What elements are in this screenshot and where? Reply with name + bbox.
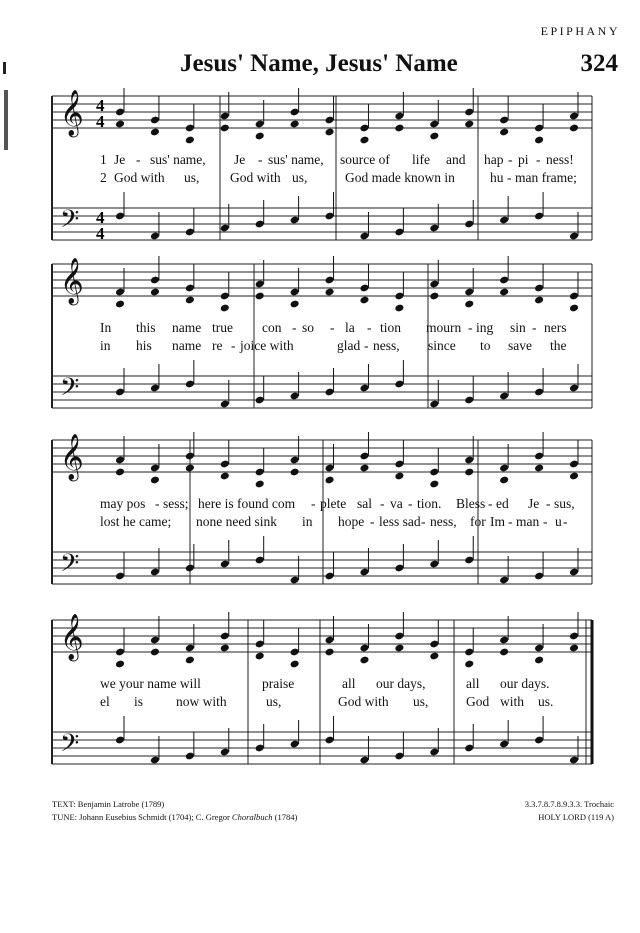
- lyric-syllable: Je: [528, 496, 540, 511]
- lyric-syllable: -: [543, 514, 548, 529]
- note-head: [115, 468, 125, 477]
- note-head: [499, 128, 509, 137]
- lyric-syllable: In: [100, 320, 112, 335]
- lyric-syllable: ners: [544, 320, 567, 335]
- note-head: [255, 132, 265, 141]
- lyric-syllable: his: [136, 338, 152, 353]
- lyric-syllable: -: [311, 496, 316, 511]
- lyric-syllable: for: [470, 514, 486, 529]
- lyric-syllable: us,: [266, 694, 282, 709]
- lyric-syllable: -: [136, 152, 141, 167]
- note-head: [290, 660, 300, 669]
- lyric-syllable: Bless: [456, 496, 486, 511]
- lyric-syllable: so: [302, 320, 315, 335]
- lyric-syllable: -: [532, 320, 537, 335]
- lyric-syllable: God with: [230, 170, 281, 185]
- lyric-syllable: -: [408, 496, 413, 511]
- note-head: [185, 136, 195, 145]
- treble-clef: 𝄞: [60, 434, 84, 480]
- note-head: [359, 464, 369, 473]
- lyric-syllable: all: [466, 676, 480, 691]
- lyric-syllable: pi: [518, 152, 529, 167]
- lyric-syllable: ness,: [430, 514, 457, 529]
- lyric-syllable: in: [100, 338, 111, 353]
- lyric-syllable: joice with: [240, 338, 294, 353]
- lyric-syllable: us.: [538, 694, 554, 709]
- lyric-syllable: -: [536, 152, 541, 167]
- note-head: [569, 124, 579, 133]
- meter: 3.3.7.8.7.8.9.3.3. Trochaic: [524, 799, 614, 809]
- note-head: [534, 296, 544, 305]
- note-head: [464, 120, 474, 129]
- lyric-syllable: ness,: [373, 338, 400, 353]
- note-head: [429, 292, 439, 301]
- note-head: [394, 124, 404, 133]
- note-head: [185, 296, 195, 305]
- note-head: [359, 136, 369, 145]
- lyric-syllable: none need sink: [196, 514, 277, 529]
- lyric-syllable: -: [488, 496, 493, 511]
- note-head: [150, 648, 160, 657]
- tune-credit: TUNE: Johann Eusebius Schmidt (1704); C. Gregor Choralbuch (1784): [52, 812, 298, 822]
- lyric-syllable: -: [421, 514, 426, 529]
- lyric-syllable: sin: [510, 320, 526, 335]
- time-signature-top: 4: [96, 208, 105, 227]
- lyric-syllable: this: [136, 320, 156, 335]
- lyric-syllable: we your name will: [100, 676, 201, 691]
- lyric-syllable: ed: [496, 496, 509, 511]
- note-head: [324, 648, 334, 657]
- note-head: [290, 300, 300, 309]
- note-head: [150, 128, 160, 137]
- bass-clef: 𝄢: [60, 549, 80, 584]
- lyric-syllable: name: [172, 338, 202, 353]
- bass-clef: 𝄢: [60, 373, 80, 408]
- tune-name: HOLY LORD (119 A): [538, 812, 614, 822]
- lyric-syllable: -: [258, 152, 263, 167]
- note-head: [324, 476, 334, 485]
- text-credit: TEXT: Benjamin Latrobe (1789): [52, 799, 165, 809]
- note-head: [429, 480, 439, 489]
- lyric-syllable: with: [500, 694, 525, 709]
- note-head: [534, 464, 544, 473]
- note-head: [499, 648, 509, 657]
- note-head: [394, 644, 404, 653]
- hymn-title: Jesus' Name, Jesus' Name: [180, 50, 458, 77]
- note-head: [429, 652, 439, 661]
- credits: [52, 798, 297, 824]
- lyric-syllable: Je: [234, 152, 246, 167]
- lyric-syllable: God with: [338, 694, 389, 709]
- note-head: [569, 644, 579, 653]
- lyric-syllable: -: [292, 320, 297, 335]
- lyric-syllable: sal: [357, 496, 372, 511]
- note-head: [394, 304, 404, 313]
- lyric-syllable: sess;: [163, 496, 189, 511]
- note-head: [464, 300, 474, 309]
- lyric-syllable: re: [212, 338, 223, 353]
- lyric-syllable: to: [480, 338, 491, 353]
- lyric-syllable: since: [428, 338, 456, 353]
- lyric-syllable: mourn: [426, 320, 462, 335]
- lyric-syllable: la: [345, 320, 355, 335]
- note-head: [185, 656, 195, 665]
- lyric-syllable: -: [330, 320, 335, 335]
- lyric-syllable: lost he came;: [100, 514, 172, 529]
- note-head: [255, 292, 265, 301]
- lyric-syllable: 1: [100, 152, 107, 167]
- lyric-syllable: save: [508, 338, 532, 353]
- lyric-syllable: name: [172, 320, 202, 335]
- note-head: [220, 124, 230, 133]
- note-head: [290, 468, 300, 477]
- lyric-syllable: all: [342, 676, 356, 691]
- note-head: [569, 304, 579, 313]
- treble-clef: 𝄞: [60, 258, 84, 304]
- lyric-syllable: tion: [380, 320, 402, 335]
- lyric-syllable: and: [446, 152, 466, 167]
- note-head: [324, 288, 334, 297]
- lyric-syllable: -: [231, 338, 236, 353]
- note-head: [464, 660, 474, 669]
- lyric-syllable: u: [555, 514, 562, 529]
- lyric-syllable: man frame;: [515, 170, 577, 185]
- lyric-syllable: sus,: [554, 496, 575, 511]
- treble-clef: 𝄞: [60, 614, 84, 660]
- lyric-syllable: 2: [100, 170, 107, 185]
- lyric-syllable: va: [390, 496, 403, 511]
- note-head: [499, 476, 509, 485]
- note-head: [429, 132, 439, 141]
- lyric-syllable: us,: [184, 170, 200, 185]
- lyric-syllable: the: [550, 338, 567, 353]
- lyric-syllable: life: [412, 152, 430, 167]
- note-head: [534, 136, 544, 145]
- lyric-syllable: true: [212, 320, 233, 335]
- lyric-syllable: us,: [292, 170, 308, 185]
- note-head: [464, 468, 474, 477]
- lyric-syllable: is: [134, 694, 144, 709]
- lyric-syllable: -: [507, 170, 512, 185]
- lyric-syllable: -: [364, 338, 369, 353]
- lyric-syllable: may pos: [100, 496, 146, 511]
- note-head: [220, 304, 230, 313]
- lyric-syllable: tion.: [417, 496, 442, 511]
- lyric-syllable: praise: [262, 676, 295, 691]
- note-head: [290, 120, 300, 129]
- treble-clef: 𝄞: [60, 90, 84, 136]
- note-head: [150, 476, 160, 485]
- note-head: [394, 472, 404, 481]
- time-signature-top: 4: [96, 96, 105, 115]
- note-head: [115, 300, 125, 309]
- lyric-syllable: in: [302, 514, 313, 529]
- lyric-syllable: -: [508, 514, 513, 529]
- note-head: [359, 656, 369, 665]
- note-head: [220, 644, 230, 653]
- lyric-syllable: our days,: [376, 676, 426, 691]
- lyric-syllable: -: [370, 514, 375, 529]
- meter-info: [525, 798, 614, 824]
- note-head: [255, 480, 265, 489]
- lyric-syllable: -: [468, 320, 473, 335]
- lyric-syllable: con: [262, 320, 282, 335]
- lyric-syllable: hu: [490, 170, 504, 185]
- note-head: [534, 656, 544, 665]
- lyric-syllable: source of: [340, 152, 390, 167]
- note-head: [499, 288, 509, 297]
- lyric-syllable: ness!: [546, 152, 574, 167]
- bass-clef: 𝄢: [60, 729, 80, 764]
- lyric-syllable: -: [508, 152, 513, 167]
- lyric-syllable: -: [563, 514, 568, 529]
- lyric-syllable: here is found com: [198, 496, 296, 511]
- note-head: [569, 472, 579, 481]
- lyric-syllable: -: [546, 496, 551, 511]
- lyric-syllable: el: [100, 694, 110, 709]
- lyric-syllable: -: [367, 320, 372, 335]
- note-head: [255, 652, 265, 661]
- note-head: [185, 464, 195, 473]
- note-head: [115, 120, 125, 129]
- lyric-syllable: hope: [338, 514, 365, 529]
- lyric-syllable: sus' name,: [150, 152, 206, 167]
- lyric-syllable: glad: [337, 338, 361, 353]
- lyric-syllable: God made known in: [345, 170, 455, 185]
- lyric-syllable: man: [516, 514, 540, 529]
- lyric-syllable: Je: [114, 152, 126, 167]
- lyric-syllable: God with: [114, 170, 165, 185]
- lyric-syllable: plete: [320, 496, 347, 511]
- lyric-syllable: now with: [176, 694, 227, 709]
- note-head: [324, 128, 334, 137]
- lyric-syllable: hap: [484, 152, 504, 167]
- time-signature-bottom: 4: [96, 112, 105, 131]
- note-head: [115, 660, 125, 669]
- lyric-syllable: us,: [413, 694, 429, 709]
- lyric-syllable: -: [155, 496, 160, 511]
- lyric-syllable: less sad: [379, 514, 421, 529]
- note-head: [150, 288, 160, 297]
- hymn-number: 324: [580, 50, 618, 77]
- season-label: EPIPHANY: [540, 24, 620, 38]
- lyric-syllable: sus' name,: [268, 152, 324, 167]
- lyric-syllable: ing: [476, 320, 494, 335]
- lyric-syllable: God: [466, 694, 490, 709]
- note-head: [359, 296, 369, 305]
- lyric-syllable: our days.: [500, 676, 550, 691]
- lyric-syllable: Im: [490, 514, 505, 529]
- bass-clef: 𝄢: [60, 205, 80, 240]
- time-signature-bottom: 4: [96, 224, 105, 243]
- lyric-syllable: -: [380, 496, 385, 511]
- note-head: [220, 472, 230, 481]
